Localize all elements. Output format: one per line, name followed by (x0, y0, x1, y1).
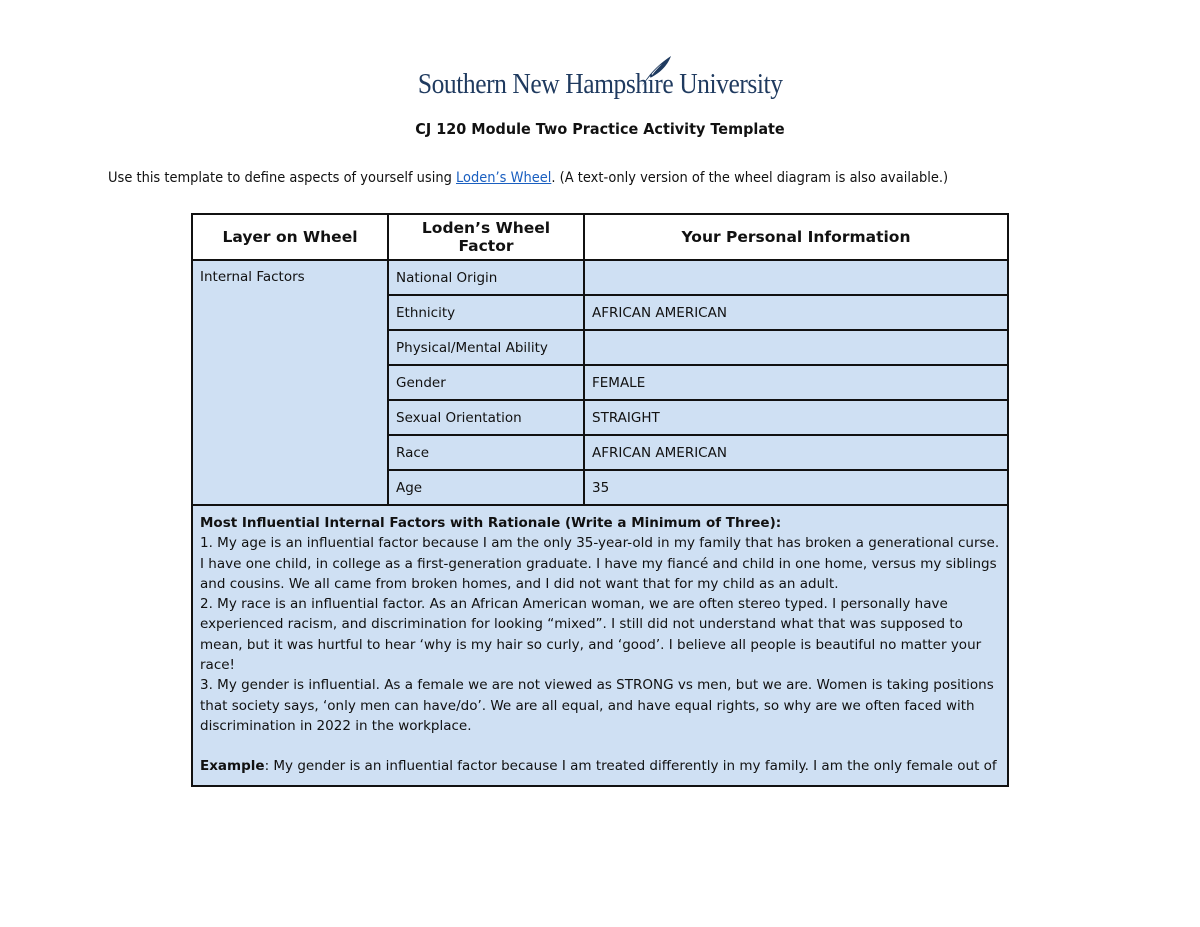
header-layer-on-wheel: Layer on Wheel (192, 214, 388, 260)
header-personal-information: Your Personal Information (584, 214, 1008, 260)
intro-text-before: Use this template to define aspects of yourself using (108, 170, 456, 186)
rationale-row (192, 505, 1008, 786)
lodens-wheel-link[interactable]: Loden’s Wheel (455, 170, 552, 186)
factor-cell: Race (388, 435, 584, 470)
example-label: Example (200, 758, 265, 775)
intro-text (108, 170, 948, 186)
header-lodens-wheel-factor: Loden’s Wheel Factor (388, 214, 584, 260)
layer-internal-factors: Internal Factors (192, 260, 388, 505)
factor-cell: Sexual Orientation (388, 400, 584, 435)
intro-text-after: . (A text-only version of the wheel diagram is also available.) (551, 170, 949, 186)
factor-cell: Age (388, 470, 584, 505)
document-title: CJ 120 Module Two Practice Activity Template (415, 120, 785, 138)
rationale-item-3: 3. My gender is influential. As a female we are not viewed as STRONG vs men, but we are. Women is taking positions that society says, ‘only men can have/do’. We are all equal, and have equal rights, so why are we often faced with discrimination in 2022 in the workplace. (200, 677, 994, 734)
rationale-item-1: 1. My age is an influential factor because I am the only 35-year-old in my family that has broken a generational curse. I have one child, in college as a first-generation graduate. I have my fiancé and child in one home, versus my siblings and cousins. We all came from broken homes, and I did not want that for my child as an adult. (200, 535, 1000, 592)
example-paragraph (200, 756, 1000, 776)
factor-cell: National Origin (388, 260, 584, 295)
info-cell[interactable]: 35 (584, 470, 1008, 505)
university-logo (0, 54, 1200, 104)
rationale-heading: Most Influential Internal Factors with Rationale (Write a Minimum of Three): (200, 515, 782, 531)
table-header-row (192, 214, 1008, 260)
table-row (192, 260, 1008, 295)
rationale-cell[interactable] (192, 505, 1008, 786)
paragraph-spacer (200, 736, 1000, 756)
info-cell[interactable]: STRAIGHT (584, 400, 1008, 435)
lodens-wheel-table (191, 213, 1009, 787)
info-cell[interactable] (584, 330, 1008, 365)
info-cell[interactable]: FEMALE (584, 365, 1008, 400)
factor-cell: Ethnicity (388, 295, 584, 330)
info-cell[interactable]: AFRICAN AMERICAN (584, 435, 1008, 470)
rationale-item-2: 2. My race is an influential factor. As an African American woman, we are often stereo typed. I personally have experienced racism, and discrimination for looking “mixed”. I still did not understand what that was supposed to mean, but it was hurtful to hear ‘why is my hair so curly, and ‘good’. I believe all people is beautiful no matter your race! (200, 596, 982, 674)
factor-cell: Physical/Mental Ability (388, 330, 584, 365)
info-cell[interactable] (584, 260, 1008, 295)
example-text: : My gender is an influential factor because I am treated differently in my family. I am the only female out of (264, 758, 997, 775)
university-name: Southern New Hampshire University (417, 68, 783, 100)
info-cell[interactable]: AFRICAN AMERICAN (584, 295, 1008, 330)
factor-cell: Gender (388, 365, 584, 400)
